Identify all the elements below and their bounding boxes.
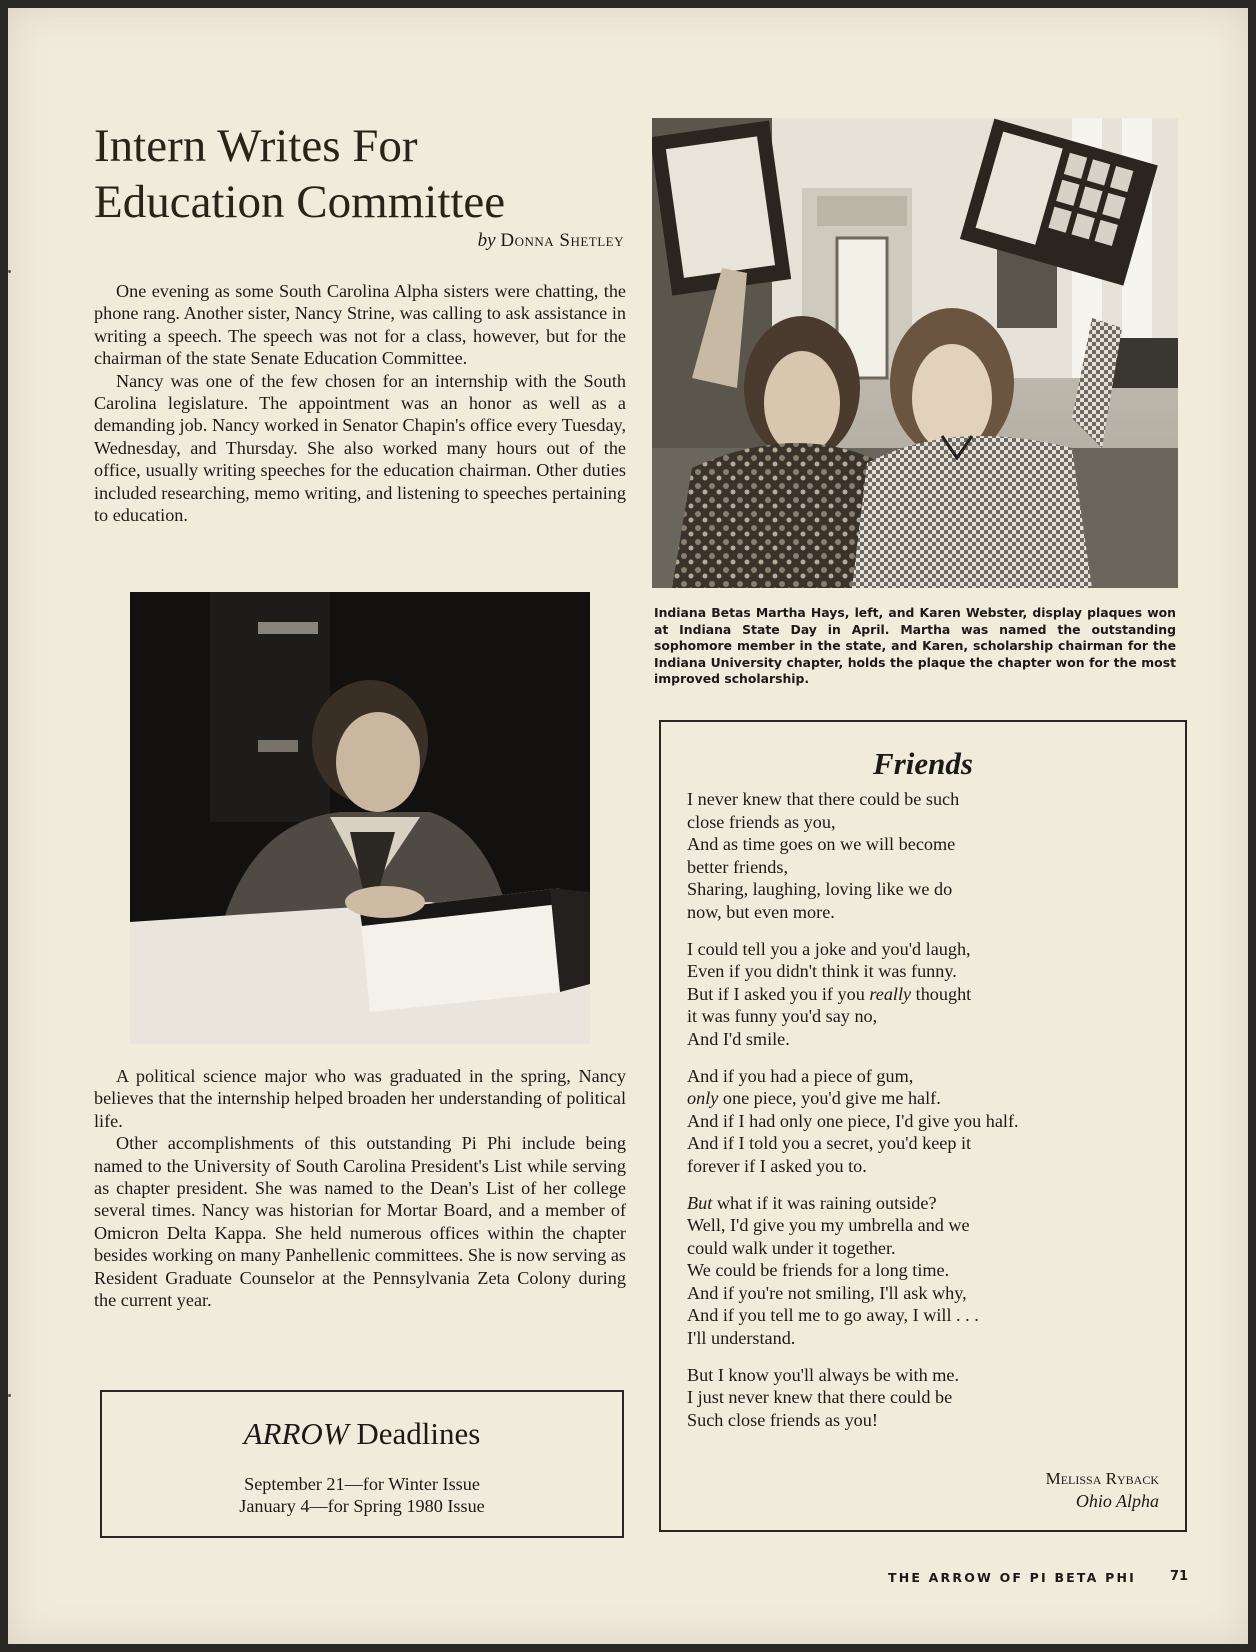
byline-author: Donna Shetley	[500, 230, 624, 251]
poem-line: could walk under it together.	[687, 1237, 896, 1258]
magazine-page	[8, 8, 1248, 1644]
deadlines-box	[100, 1390, 624, 1538]
poem-line: And if I had only one piece, I'd give you half.	[687, 1110, 1019, 1131]
poem-line: And as time goes on we will become	[687, 834, 956, 855]
poem-line: We could be friends for a long time.	[687, 1260, 950, 1281]
poem-stanza	[687, 788, 1167, 924]
poem-line: now, but even more.	[687, 901, 835, 922]
poem-emphasis: But	[687, 1192, 713, 1213]
article-body-top	[94, 280, 626, 526]
poem-line: I could tell you a joke and you'd laugh,	[687, 938, 971, 959]
poem-text: what if it was raining outside?	[712, 1192, 937, 1213]
poem-line: it was funny you'd say no,	[687, 1006, 878, 1027]
poem-line: And I'd smile.	[687, 1028, 790, 1049]
deadlines-title-arrow: ARROW	[243, 1416, 349, 1451]
headline-line-1: Intern Writes For	[94, 120, 418, 172]
photo-women-illustration	[652, 118, 1178, 588]
poem-title: Friends	[873, 746, 973, 781]
photo-intern-at-desk	[130, 592, 590, 1044]
poem-line: Even if you didn't think it was funny.	[687, 961, 957, 982]
poem-signature	[1046, 1468, 1159, 1512]
scan-speck	[8, 1394, 11, 1397]
poem-line: And if you're not smiling, I'll ask why,	[687, 1282, 967, 1303]
photo-caption: Indiana Betas Martha Hays, left, and Karen Webster, display plaques won at Indiana State Day in April. Martha was named the outstanding sophomore member in the state, and Karen, scholarship chairman for the Indiana University chapter, holds the plaque the chapter won for the most improved scholarship.	[654, 605, 1176, 687]
poem-author: Melissa Ryback	[1045, 1469, 1159, 1488]
poem-line: I'll understand.	[687, 1328, 796, 1349]
poem-line: better friends,	[687, 856, 788, 877]
poem-line: And if you had a piece of gum,	[687, 1065, 914, 1086]
paragraph: Other accomplishments of this outstanding Pi Phi include being named to the University of South Carolina President's List while serving as chapter president. She was named to the Dean's List of her college several times. Nancy was historian for Mortar Board, and a member of Omicron Delta Kappa. She held numerous offices within the chapter besides working on many Panhellenic committees. She is now serving as Resident Graduate Counselor at the Pennsylvania Zeta Colony during the current year.	[94, 1133, 626, 1311]
poem-text: one piece, you'd give me half.	[718, 1088, 941, 1109]
byline	[94, 230, 624, 252]
poem-box	[659, 720, 1187, 1532]
poem-body	[687, 788, 1167, 1445]
poem-line: close friends as you,	[687, 811, 836, 832]
deadline-line: September 21—for Winter Issue	[244, 1474, 480, 1494]
deadlines-title-rest: Deadlines	[348, 1416, 481, 1451]
poem-line: Sharing, laughing, loving like we do	[687, 879, 953, 900]
deadline-line: January 4—for Spring 1980 Issue	[239, 1496, 485, 1516]
poem-line	[687, 1192, 1167, 1215]
photo-intern-illustration	[130, 592, 590, 1044]
poem-line	[687, 983, 1167, 1006]
page-number: 71	[1170, 1569, 1189, 1584]
scan-speck	[8, 270, 11, 273]
poem-stanza	[687, 1192, 1167, 1350]
poem-line: And if you tell me to go away, I will . . .	[687, 1305, 979, 1326]
poem-emphasis: only	[687, 1088, 719, 1109]
poem-text: thought	[911, 983, 972, 1004]
paragraph: Nancy was one of the few chosen for an internship with the South Carolina legislature. The appointment was an honor as well as a demanding job. Nancy worked in Senator Chapin's office every Tuesday, Wednesday, and Thursday. She also worked many hours out of the office, usually writing speeches for the education chairman. Other duties included researching, memo writing, and listening to speeches pertaining to education.	[94, 370, 626, 526]
poem-line	[687, 1087, 1167, 1110]
poem-line: I never knew that there could be such	[687, 789, 960, 809]
headline-line-2: Education Committee	[94, 176, 506, 228]
footer-publication: THE ARROW OF PI BETA PHI	[888, 1570, 1136, 1585]
photo-women-with-plaques	[652, 118, 1178, 588]
paragraph: A political science major who was graduated in the spring, Nancy believes that the internship helped broaden her understanding of political life.	[94, 1066, 626, 1131]
deadlines-title	[102, 1416, 622, 1452]
paragraph: One evening as some South Carolina Alpha sisters were chatting, the phone rang. Another sister, Nancy Strine, was calling to ask assistance in writing a speech. The speech was not for a class, however, but for the chairman of the state Senate Education Committee.	[94, 281, 626, 369]
poem-line: Well, I'd give you my umbrella and we	[687, 1215, 970, 1236]
poem-line: forever if I asked you to.	[687, 1155, 867, 1176]
poem-stanza	[687, 938, 1167, 1051]
poem-stanza	[687, 1065, 1167, 1178]
poem-line: But I know you'll always be with me.	[687, 1364, 960, 1385]
article-headline	[94, 118, 654, 230]
poem-emphasis: really	[869, 983, 912, 1004]
article-body-bottom	[94, 1065, 626, 1311]
poem-line: And if I told you a secret, you'd keep it	[687, 1133, 972, 1154]
byline-by: by	[477, 230, 496, 251]
poem-author-chapter: Ohio Alpha	[1075, 1491, 1159, 1511]
poem-line: I just never knew that there could be	[687, 1387, 953, 1408]
poem-text: But if I asked you if you	[687, 983, 870, 1004]
poem-line: Such close friends as you!	[687, 1409, 878, 1430]
poem-stanza	[687, 1364, 1167, 1432]
